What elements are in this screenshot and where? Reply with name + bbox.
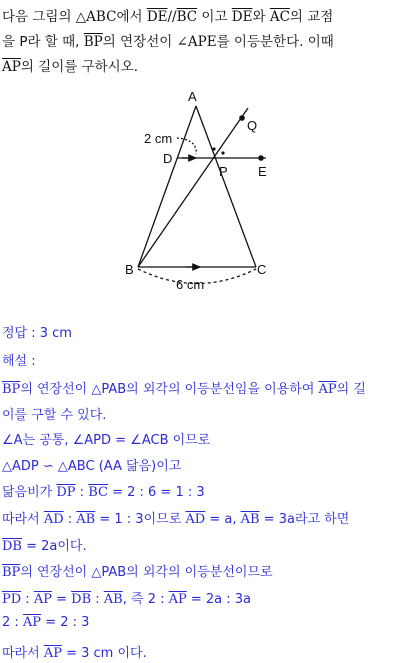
text: 2 : — [2, 615, 23, 630]
text: = 2a이다. — [21, 539, 87, 554]
text: 이고 — [197, 9, 232, 25]
text: : — [75, 485, 89, 500]
label-a: A — [188, 90, 197, 104]
text: 을 P라 할 때, — [2, 34, 84, 50]
explanation-line-8 — [2, 561, 273, 580]
angle-mark-dot-1 — [212, 147, 215, 150]
text: : — [63, 512, 77, 527]
text: 의 연장선이 — [102, 34, 177, 50]
question-line-1 — [2, 5, 398, 30]
segment-ab: $\overline{AB}$ — [240, 512, 260, 527]
explanation-heading: 해설 : — [2, 354, 36, 369]
label-d: D — [163, 151, 173, 166]
segment-bc: $\overline{BC}$ — [88, 485, 108, 500]
segment-dp: $\overline{DP}$ — [56, 485, 76, 500]
segment-ap: $\overline{AP}$ — [2, 59, 21, 75]
segment-ab: $\overline{AB}$ — [103, 592, 123, 607]
explanation-line-4: △ADP ∽ △ABC (AA 닮음)이고 — [2, 459, 182, 474]
text: : — [91, 592, 104, 607]
explanation-line-7 — [2, 535, 87, 554]
segment-ap: $\overline{AP}$ — [22, 615, 42, 630]
segment-bc: $\overline{BC}$ — [176, 9, 198, 25]
explanation-line-10 — [2, 615, 89, 630]
explanation-line-5 — [2, 481, 205, 500]
text: 닮음비가 — [2, 485, 57, 500]
text: = 2a : 3a — [186, 592, 252, 607]
label-q: Q — [247, 118, 258, 133]
segment-db: $\overline{DB}$ — [71, 592, 92, 607]
question-line-2 — [2, 30, 398, 55]
segment-ap: $\overline{AP}$ — [33, 592, 52, 607]
label-c: C — [257, 262, 267, 277]
question-text — [2, 5, 398, 80]
text: , 즉 2 : — [122, 592, 169, 607]
segment-pd: $\overline{PD}$ — [2, 592, 22, 607]
text: 의 교점 — [289, 9, 334, 25]
text: 의 연장선이 △PAB의 외각의 이등분선이므로 — [20, 565, 273, 580]
text: 따라서 — [2, 512, 44, 527]
explanation-line-11 — [2, 642, 147, 661]
length-label-bc: 6 cm — [176, 277, 205, 292]
text: = a, — [205, 512, 241, 527]
segment-bp: $\overline{BP}$ — [2, 565, 21, 580]
angle-ape: ∠APE — [176, 34, 217, 50]
text: = 3 cm 이다. — [61, 646, 147, 661]
label-b: B — [125, 262, 134, 277]
segment-ad: $\overline{AD}$ — [185, 512, 206, 527]
text: 의 연장선이 △PAB의 외각의 이등분선임을 이용하여 — [20, 382, 319, 397]
text: = 1 : 3이므로 — [95, 512, 186, 527]
text: 다음 그림의 — [2, 9, 76, 25]
question-line-3 — [2, 55, 398, 80]
text: 와 — [252, 9, 270, 25]
segment-db: $\overline{DB}$ — [2, 539, 22, 554]
segment-bp: $\overline{BP}$ — [83, 34, 103, 50]
text: 의 길이를 구하시오. — [20, 59, 139, 75]
segment-ap: $\overline{AP}$ — [168, 592, 187, 607]
segment-ap: $\overline{AP}$ — [43, 646, 62, 661]
text: 따라서 — [2, 646, 44, 661]
segment-ad: $\overline{AD}$ — [43, 512, 64, 527]
parallel-symbol: // — [167, 9, 177, 25]
text: = 2 : 3 — [41, 615, 90, 630]
explanation-line-6 — [2, 508, 349, 527]
point-e — [258, 155, 264, 161]
explanation-line-2: 이를 구할 수 있다. — [2, 408, 107, 423]
triangle-abc: △ABC — [75, 9, 117, 25]
text: 의 길 — [336, 382, 366, 397]
segment-de: $\overline{DE}$ — [231, 9, 253, 25]
geometry-figure — [110, 90, 290, 295]
text: : — [21, 592, 34, 607]
text: 에서 — [116, 9, 147, 25]
label-p: P — [219, 164, 228, 179]
explanation-line-3: ∠A는 공통, ∠APD = ∠ACB 이므로 — [2, 433, 211, 448]
explanation-line-1 — [2, 378, 366, 397]
segment-de: $\overline{DE}$ — [146, 9, 168, 25]
segment-ap: $\overline{AP}$ — [318, 382, 337, 397]
answer-line: 정답 : 3 cm — [2, 326, 72, 341]
angle-mark-dot-2 — [221, 151, 224, 154]
point-q — [239, 115, 245, 121]
explanation-line-9 — [2, 588, 251, 607]
label-e: E — [258, 164, 267, 179]
text: 를 이등분한다. 이때 — [216, 34, 334, 50]
text: = 2 : 6 = 1 : 3 — [107, 485, 205, 500]
segment-ab: $\overline{AB}$ — [76, 512, 96, 527]
segment-ac: $\overline{AC}$ — [269, 9, 290, 25]
length-label-dp: 2 cm — [144, 131, 173, 146]
text: = 3a라고 하면 — [259, 512, 350, 527]
text: = — [51, 592, 72, 607]
segment-bp: $\overline{BP}$ — [2, 382, 21, 397]
